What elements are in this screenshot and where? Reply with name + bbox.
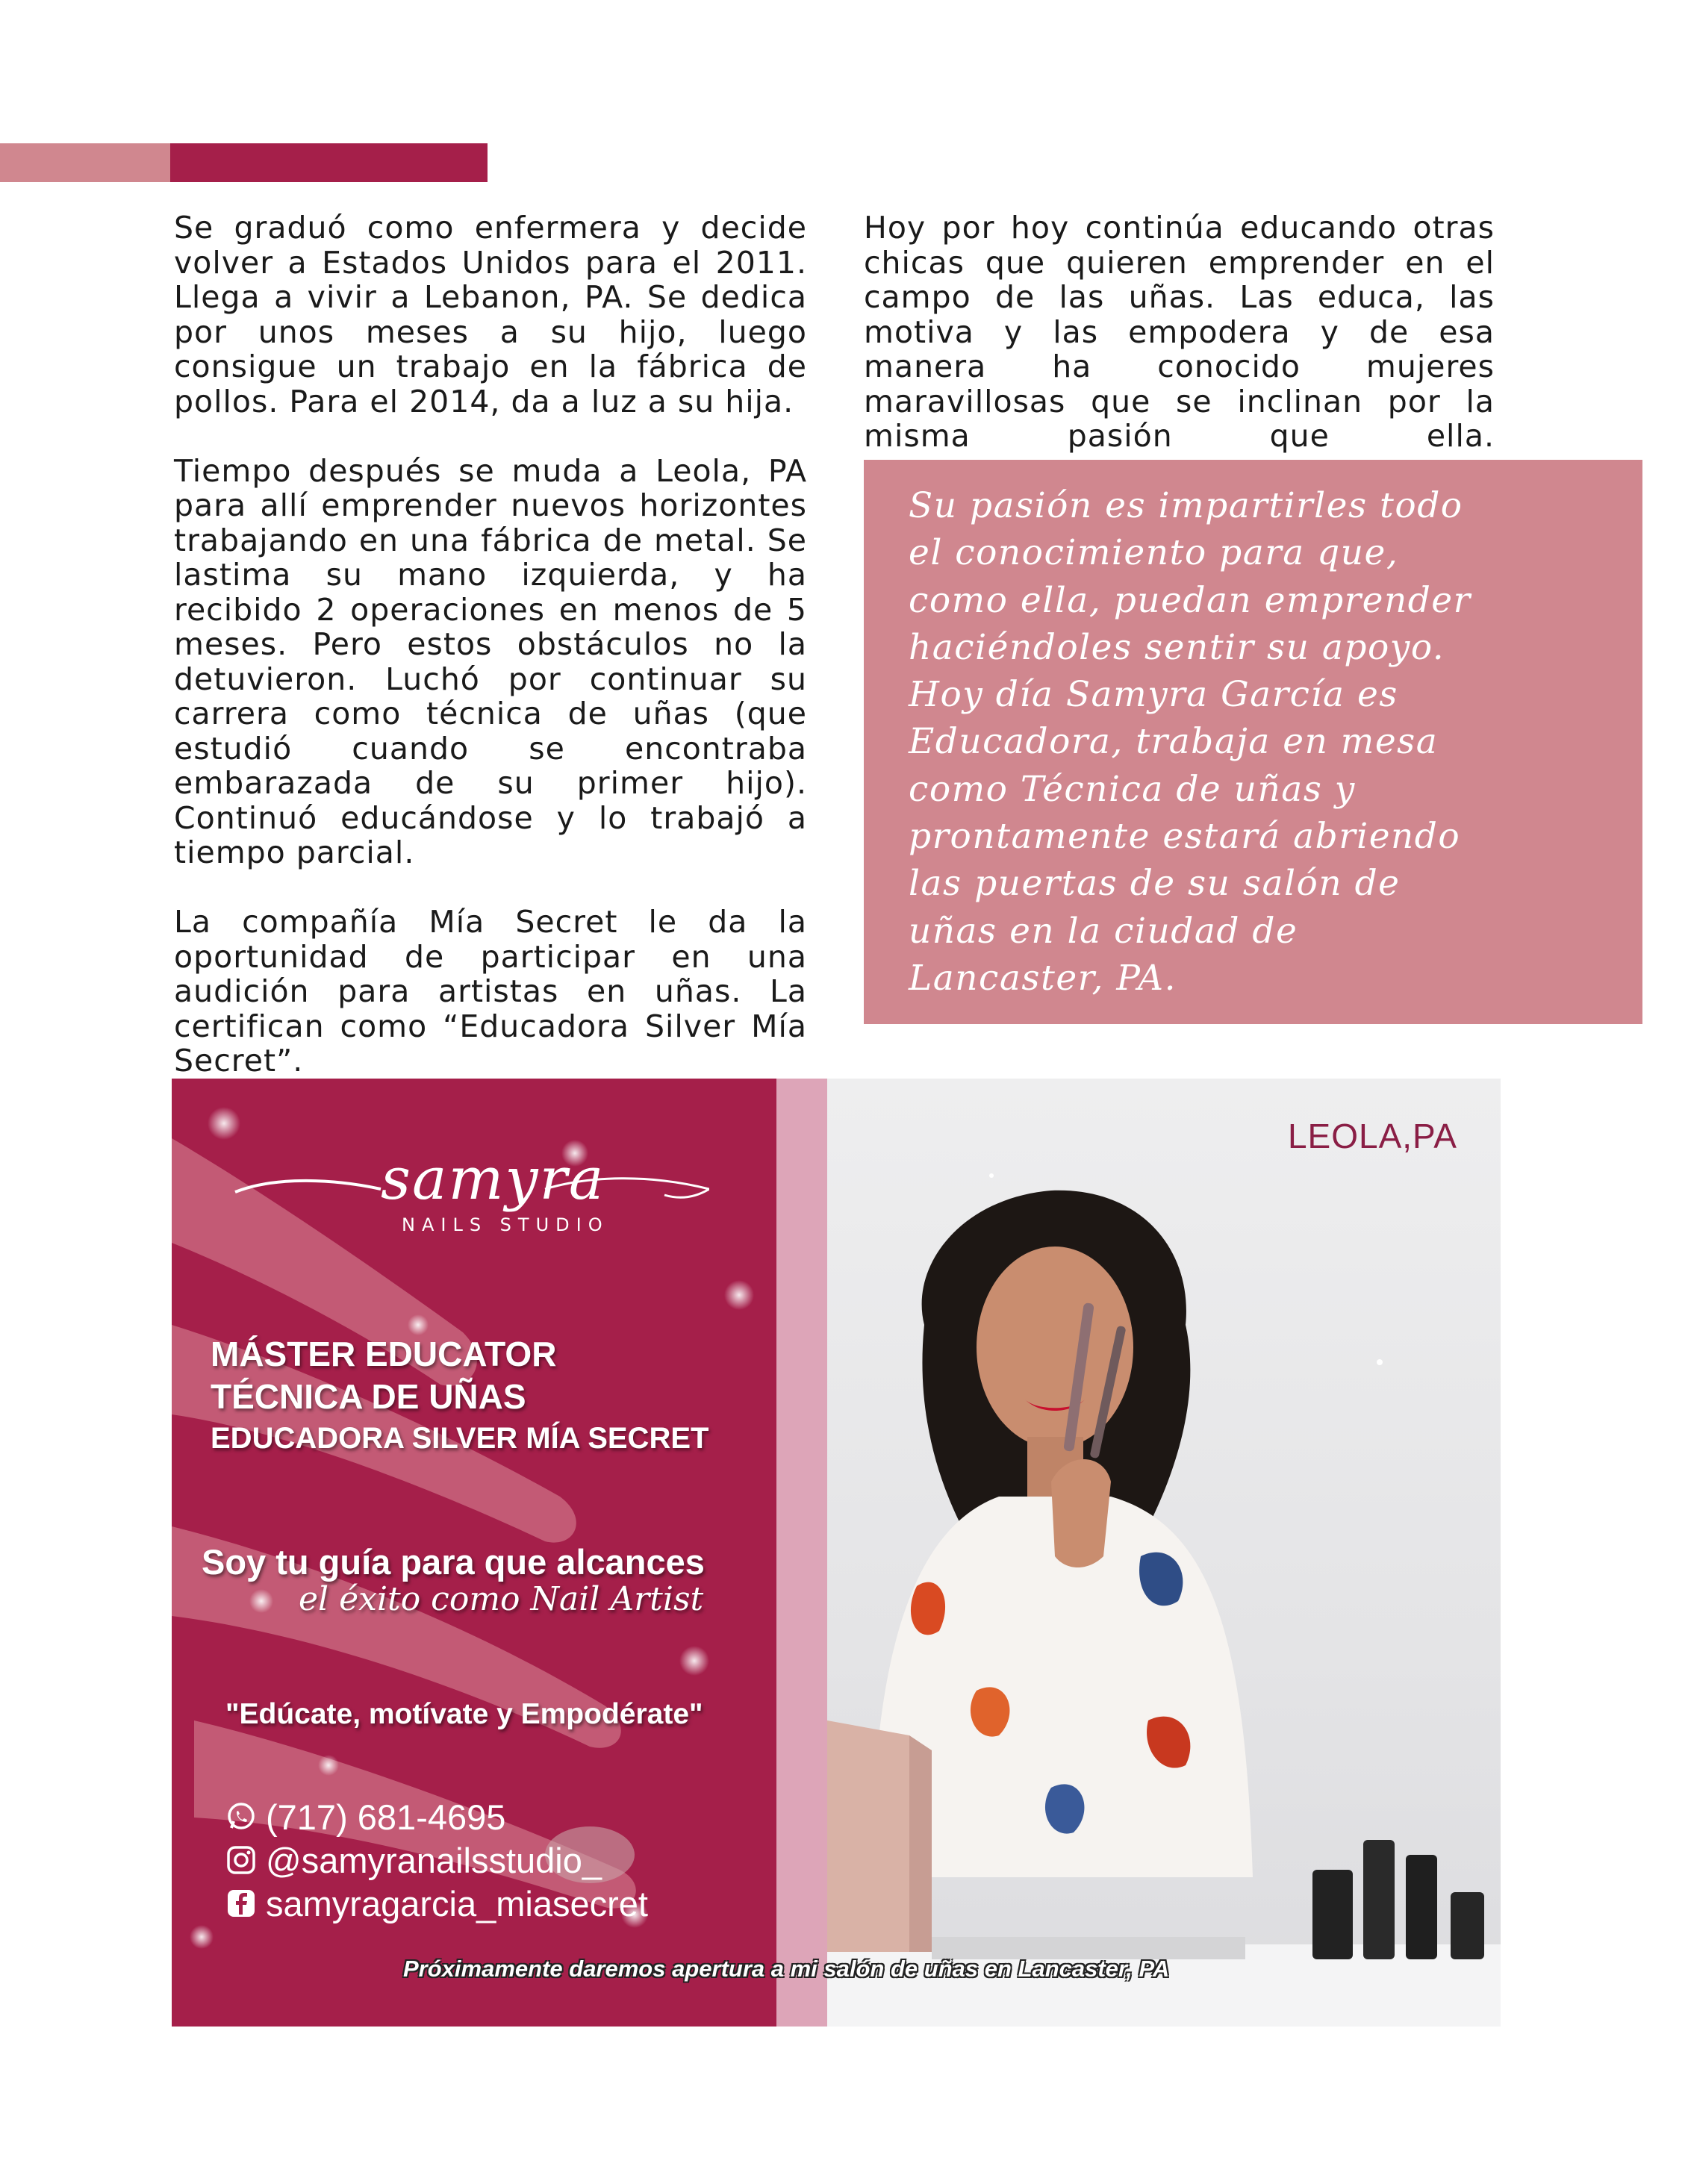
facebook-icon xyxy=(225,1888,257,1919)
flyer-titles xyxy=(211,1332,708,1459)
logo-script-text: samyra xyxy=(381,1146,605,1213)
contact-instagram-row xyxy=(225,1838,648,1882)
logo-subtitle: NAILS STUDIO xyxy=(402,1214,609,1235)
paragraph-2: Tiempo después se muda a Leola, PA para allí emprender nuevos horizontes trabajando en una fábrica de metal. Se lastima su mano izquierda, y ha recibido 2 operaciones en menos de 5 meses. Pero estos obstáculos no la detuvieron. Luchó por continuar su carrera como técnica de uñas (que estudió cuando se encontraba embarazada de su primer hijo). Continuó educándose y lo trabajó a tiempo parcial. xyxy=(174,452,807,870)
flyer-left-panel xyxy=(172,1079,776,2027)
paragraph-1: Se graduó como enfermera y decide volver a Estados Unidos para el 2011. Llega a vivir a Lebanon, PA. Se dedica por unos meses a su hijo, luego consigue un trabajo en la fábrica de pollos. Para el 2014, da a luz a su hija. xyxy=(174,210,807,419)
article-right-column xyxy=(864,210,1495,454)
whatsapp-icon xyxy=(225,1801,257,1832)
title-master-educator: MÁSTER EDUCATOR xyxy=(211,1335,557,1373)
flyer-footer-note: Próximamente daremos apertura a mi salón de uñas en Lancaster, PA xyxy=(403,1956,1170,1982)
header-accent-bar-light xyxy=(0,143,170,182)
title-tecnica: TÉCNICA DE UÑAS xyxy=(211,1377,526,1416)
location-label: LEOLA,PA xyxy=(1287,1117,1457,1155)
samyra-logo xyxy=(231,1146,709,1235)
article-left-column xyxy=(174,210,807,1079)
instagram-icon xyxy=(225,1844,257,1876)
advertisement-flyer xyxy=(172,1079,1501,2027)
pull-quote-text: Su pasión es impartirles todo el conocimiento para que, como ella, puedan emprender haciéndoles sentir su apoyo. Hoy día Samyra García es Educadora, trabaja en mesa como Técnica de uñas y prontamente estará abriendo las puertas de su salón de uñas en la ciudad de Lancaster, PA. xyxy=(909,485,1471,999)
paragraph-3: La compañía Mía Secret le da la oportunidad de participar en una audición para artistas en uñas. La certifican como “Educadora Silver Mía Secret”. xyxy=(174,904,807,1079)
phone-number: (717) 681-4695 xyxy=(266,1797,506,1837)
facebook-handle: samyragarcia_miasecret xyxy=(266,1883,648,1924)
header-accent-bar-dark xyxy=(170,143,488,182)
instagram-handle: @samyranailsstudio_ xyxy=(266,1840,602,1880)
pull-quote-box xyxy=(864,460,1642,1024)
title-educadora: EDUCADORA SILVER MÍA SECRET xyxy=(211,1422,709,1455)
slogan-line-2: el éxito como Nail Artist xyxy=(299,1580,704,1618)
flyer-pink-strip xyxy=(776,1079,827,2027)
contact-info xyxy=(225,1795,648,1925)
slogan-line-1: Soy tu guía para que alcances xyxy=(202,1542,705,1582)
contact-facebook-row xyxy=(225,1882,648,1925)
flyer-photo-panel xyxy=(827,1079,1501,2027)
paragraph-4: Hoy por hoy continúa educando otras chicas que quieren emprender en el campo de las uñas. Las educa, las motiva y las empodera y de esa manera ha conocido mujeres maravillosas que se inclinan por la misma pasión que ella. xyxy=(864,210,1495,454)
motto-text: "Edúcate, motívate y Empodérate" xyxy=(225,1698,703,1730)
contact-phone-row xyxy=(225,1795,648,1838)
portrait-photo xyxy=(827,1079,1501,2027)
